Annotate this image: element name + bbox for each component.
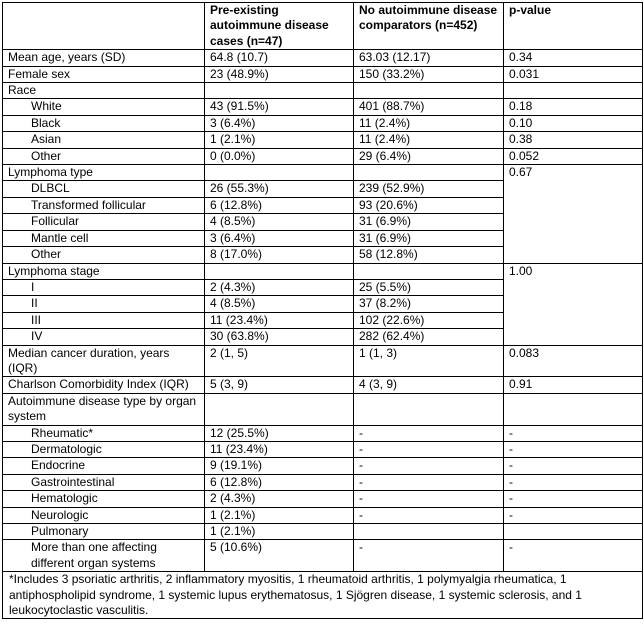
pvalue-cell: 0.38 (504, 132, 643, 148)
comparators-cell: - (354, 441, 504, 457)
pvalue-cell: - (504, 507, 643, 523)
cases-cell: 11 (23.4%) (205, 312, 354, 328)
cases-cell: 23 (48.9%) (205, 66, 354, 82)
table-row (3, 474, 643, 490)
characteristics-table (2, 2, 643, 619)
section-label: Autoimmune disease type by organ system (3, 393, 205, 425)
table-row (3, 377, 643, 393)
comparators-cell: 37 (8.2%) (354, 296, 504, 312)
comparators-cell: - (354, 425, 504, 441)
header-comparators: No autoimmune disease comparators (n=452) (354, 3, 504, 50)
cases-cell: 1 (2.1%) (205, 507, 354, 523)
section-row (3, 83, 643, 99)
comparators-cell: 11 (2.4%) (354, 132, 504, 148)
comparators-cell: 31 (6.9%) (354, 230, 504, 246)
comparators-cell: - (354, 507, 504, 523)
cases-cell: 5 (10.6%) (205, 540, 354, 572)
row-label: Asian (3, 132, 205, 148)
row-label: III (3, 312, 205, 328)
row-label: Follicular (3, 214, 205, 230)
row-label: Rheumatic* (3, 425, 205, 441)
table-row (3, 425, 643, 441)
cases-cell: 8 (17.0%) (205, 247, 354, 263)
row-label: IV (3, 329, 205, 345)
pvalue-cell: 0.34 (504, 50, 643, 66)
comparators-cell (354, 524, 504, 540)
table-row (3, 441, 643, 457)
table-row (3, 148, 643, 164)
row-label: Mean age, years (SD) (3, 50, 205, 66)
comparators-cell: 102 (22.6%) (354, 312, 504, 328)
pvalue-cell: - (504, 441, 643, 457)
comparators-cell: 63.03 (12.17) (354, 50, 504, 66)
cases-cell: 9 (19.1%) (205, 458, 354, 474)
comparators-cell: 150 (33.2%) (354, 66, 504, 82)
comparators-cell: 29 (6.4%) (354, 148, 504, 164)
table-row (3, 99, 643, 115)
table-row (3, 507, 643, 523)
pvalue-cell: 0.083 (504, 345, 643, 377)
section-label: Lymphoma stage (3, 263, 205, 279)
row-label: More than one affecting different organ systems (3, 540, 205, 572)
cases-cell: 0 (0.0%) (205, 148, 354, 164)
row-label: Charlson Comorbidity Index (IQR) (3, 377, 205, 393)
pvalue-cell: 0.91 (504, 377, 643, 393)
cases-cell: 6 (12.8%) (205, 197, 354, 213)
cases-cell: 2 (4.3%) (205, 491, 354, 507)
table-row (3, 458, 643, 474)
pvalue-cell: 1.00 (504, 263, 643, 345)
table-row (3, 50, 643, 66)
table-row (3, 540, 643, 572)
pvalue-cell: - (504, 458, 643, 474)
pvalue-cell: 0.052 (504, 148, 643, 164)
row-label: Other (3, 148, 205, 164)
header-row (3, 3, 643, 50)
comparators-cell: 58 (12.8%) (354, 247, 504, 263)
comparators-cell: - (354, 491, 504, 507)
row-label: Mantle cell (3, 230, 205, 246)
pvalue-cell: 0.18 (504, 99, 643, 115)
row-label: Endocrine (3, 458, 205, 474)
cases-cell: 12 (25.5%) (205, 425, 354, 441)
row-label: Transformed follicular (3, 197, 205, 213)
row-label: DLBCL (3, 181, 205, 197)
cases-cell: 1 (2.1%) (205, 524, 354, 540)
section-label: Lymphoma type (3, 165, 205, 181)
comparators-cell: 4 (3, 9) (354, 377, 504, 393)
row-label: II (3, 296, 205, 312)
section-row (3, 165, 643, 181)
comparators-cell: 282 (62.4%) (354, 329, 504, 345)
table-row (3, 491, 643, 507)
section-row (3, 263, 643, 279)
pvalue-cell: - (504, 491, 643, 507)
row-label: Gastrointestinal (3, 474, 205, 490)
footnote: *Includes 3 psoriatic arthritis, 2 inflammatory myositis, 1 rheumatoid arthritis, 1 polymyalgia rheumatica, 1 antiphospholipid syndrome, 1 systemic lupus erythematosus, 1 Sjögren disease, 1 systemic sclerosis, and 1 leukocytoclastic vasculitis. (3, 572, 643, 619)
comparators-cell: 401 (88.7%) (354, 99, 504, 115)
row-label: Dermatologic (3, 441, 205, 457)
table-row (3, 115, 643, 131)
comparators-cell: 25 (5.5%) (354, 279, 504, 295)
cases-cell: 6 (12.8%) (205, 474, 354, 490)
table-row (3, 66, 643, 82)
pvalue-cell: - (504, 425, 643, 441)
cases-cell: 2 (4.3%) (205, 279, 354, 295)
row-label: Pulmonary (3, 524, 205, 540)
comparators-cell: 239 (52.9%) (354, 181, 504, 197)
comparators-cell: 1 (1, 3) (354, 345, 504, 377)
cases-cell: 4 (8.5%) (205, 296, 354, 312)
cases-cell: 64.8 (10.7) (205, 50, 354, 66)
pvalue-cell (504, 524, 643, 540)
row-label: Female sex (3, 66, 205, 82)
comparators-cell: - (354, 458, 504, 474)
pvalue-cell: - (504, 540, 643, 572)
section-label: Race (3, 83, 205, 99)
row-label: Black (3, 115, 205, 131)
comparators-cell: - (354, 474, 504, 490)
row-label: Other (3, 247, 205, 263)
row-label: Median cancer duration, years (IQR) (3, 345, 205, 377)
cases-cell: 26 (55.3%) (205, 181, 354, 197)
table-row (3, 524, 643, 540)
table-row (3, 345, 643, 377)
row-label: Hematologic (3, 491, 205, 507)
cases-cell: 5 (3, 9) (205, 377, 354, 393)
row-label: I (3, 279, 205, 295)
comparators-cell: 93 (20.6%) (354, 197, 504, 213)
cases-cell: 4 (8.5%) (205, 214, 354, 230)
row-label: White (3, 99, 205, 115)
row-label: Neurologic (3, 507, 205, 523)
section-row (3, 393, 643, 425)
cases-cell: 2 (1, 5) (205, 345, 354, 377)
cases-cell: 11 (23.4%) (205, 441, 354, 457)
header-blank (3, 3, 205, 50)
pvalue-cell: 0.10 (504, 115, 643, 131)
cases-cell: 1 (2.1%) (205, 132, 354, 148)
pvalue-cell: - (504, 474, 643, 490)
cases-cell: 3 (6.4%) (205, 115, 354, 131)
header-pvalue: p-value (504, 3, 643, 50)
cases-cell: 30 (63.8%) (205, 329, 354, 345)
footnote-row (3, 572, 643, 619)
header-cases: Pre-existing autoimmune disease cases (n=47) (205, 3, 354, 50)
comparators-cell: 11 (2.4%) (354, 115, 504, 131)
cases-cell: 3 (6.4%) (205, 230, 354, 246)
pvalue-cell: 0.031 (504, 66, 643, 82)
comparators-cell: 31 (6.9%) (354, 214, 504, 230)
pvalue-cell: 0.67 (504, 165, 643, 263)
cases-cell: 43 (91.5%) (205, 99, 354, 115)
comparators-cell: - (354, 540, 504, 572)
table-row (3, 132, 643, 148)
